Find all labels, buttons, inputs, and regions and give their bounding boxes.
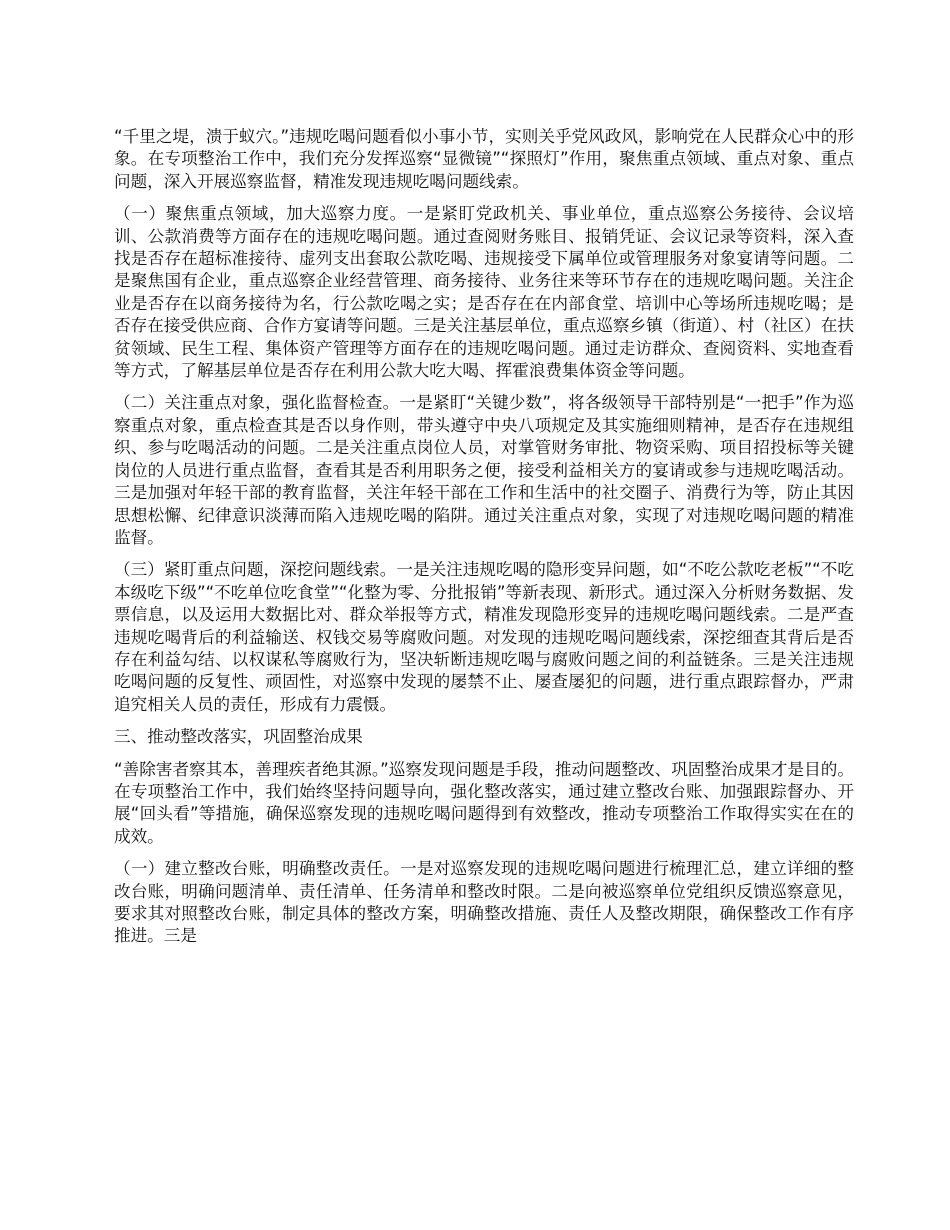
paragraph-focus-problems: （三）紧盯重点问题，深挖问题线索。一是关注违规吃喝的隐形变异问题，如“不吃公款吃老板”“不吃本级吃下级”“不吃单位吃食堂”“化整为零、分批报销”等新表现、新形式。通过深入分析财务数据、发票信息，以及运用大数据比对、群众举报等方式，精准发现隐形变异的违规吃喝问题线索。二是严查违规吃喝背后的利益输送、权钱交易等腐败问题。对发现的违规吃喝问题线索，深挖细查其背后是否存在利益勾结、以权谋私等腐败行为，坚决斩断违规吃喝与腐败问题之间的利益链条。三是关注违规吃喝问题的反复性、顽固性，对巡察中发现的屡禁不止、屡查屡犯的问题，进行重点跟踪督办，严肃追究相关人员的责任，形成有力震慑。	[114, 560, 854, 714]
section-heading: 三、推动整改落实，巩固整治成果	[114, 727, 363, 747]
document-body	[114, 126, 854, 958]
paragraph-intro: “千里之堤，溃于蚁穴。”违规吃喝问题看似小事小节，实则关乎党风政风，影响党在人民群众心中的形象。在专项整治工作中，我们充分发挥巡察“显微镜”“探照灯”作用，聚焦重点领域、重点对象、重点问题，深入开展巡察监督，精准发现违规吃喝问题线索。	[114, 127, 854, 191]
paragraph-rectification-ledger: （一）建立整改台账，明确整改责任。一是对巡察发现的违规吃喝问题进行梳理汇总，建立详细的整改台账，明确问题清单、责任清单、任务清单和整改时限。二是向被巡察单位党组织反馈巡察意见，要求其对照整改台账，制定具体的整改方案，明确整改措施、责任人及整改期限，确保整改工作有序推进。三是	[114, 859, 854, 946]
paragraph-focus-objects: （二）关注重点对象，强化监督检查。一是紧盯“关键少数”，将各级领导干部特别是“一把手”作为巡察重点对象，重点检查其是否以身作则，带头遵守中央八项规定及其实施细则精神，是否存在违规组织、参与吃喝活动的问题。二是关注重点岗位人员，对掌管财务审批、物资采购、项目招投标等关键岗位的人员进行重点监督，查看其是否利用职务之便，接受利益相关方的宴请或参与违规吃喝活动。三是加强对年轻干部的教育监督，关注年轻干部在工作和生活中的社交圈子、消费行为等，防止其因思想松懈、纪律意识淡薄而陷入违规吃喝的陷阱。通过关注重点对象，实现了对违规吃喝问题的精准监督。	[114, 393, 854, 547]
paragraph-focus-areas: （一）聚焦重点领域，加大巡察力度。一是紧盯党政机关、事业单位，重点巡察公务接待、会议培训、公款消费等方面存在的违规吃喝问题。通过查阅财务账目、报销凭证、会议记录等资料，深入查找是否存在超标准接待、虚列支出套取公款吃喝、违规接受下属单位或管理服务对象宴请等问题。二是聚焦国有企业，重点巡察企业经营管理、商务接待、业务往来等环节存在的违规吃喝问题。关注企业是否存在以商务接待为名，行公款吃喝之实；是否存在在内部食堂、培训中心等场所违规吃喝；是否存在接受供应商、合作方宴请等问题。三是关注基层单位，重点巡察乡镇（街道）、村（社区）在扶贫领域、民生工程、集体资产管理等方面存在的违规吃喝问题。通过走访群众、查阅资料、实地查看等方式，了解基层单位是否存在利用公款大吃大喝、挥霍浪费集体资金等问题。	[114, 204, 854, 381]
paragraph-rectification-intro: “善除害者察其本，善理疾者绝其源。”巡察发现问题是手段，推动问题整改、巩固整治成果才是目的。在专项整治工作中，我们始终坚持问题导向，强化整改落实，通过建立整改台账、加强跟踪督办、开展“回头看”等措施，确保巡察发现的违规吃喝问题得到有效整改，推动专项整治工作取得实实在在的成效。	[114, 759, 854, 846]
